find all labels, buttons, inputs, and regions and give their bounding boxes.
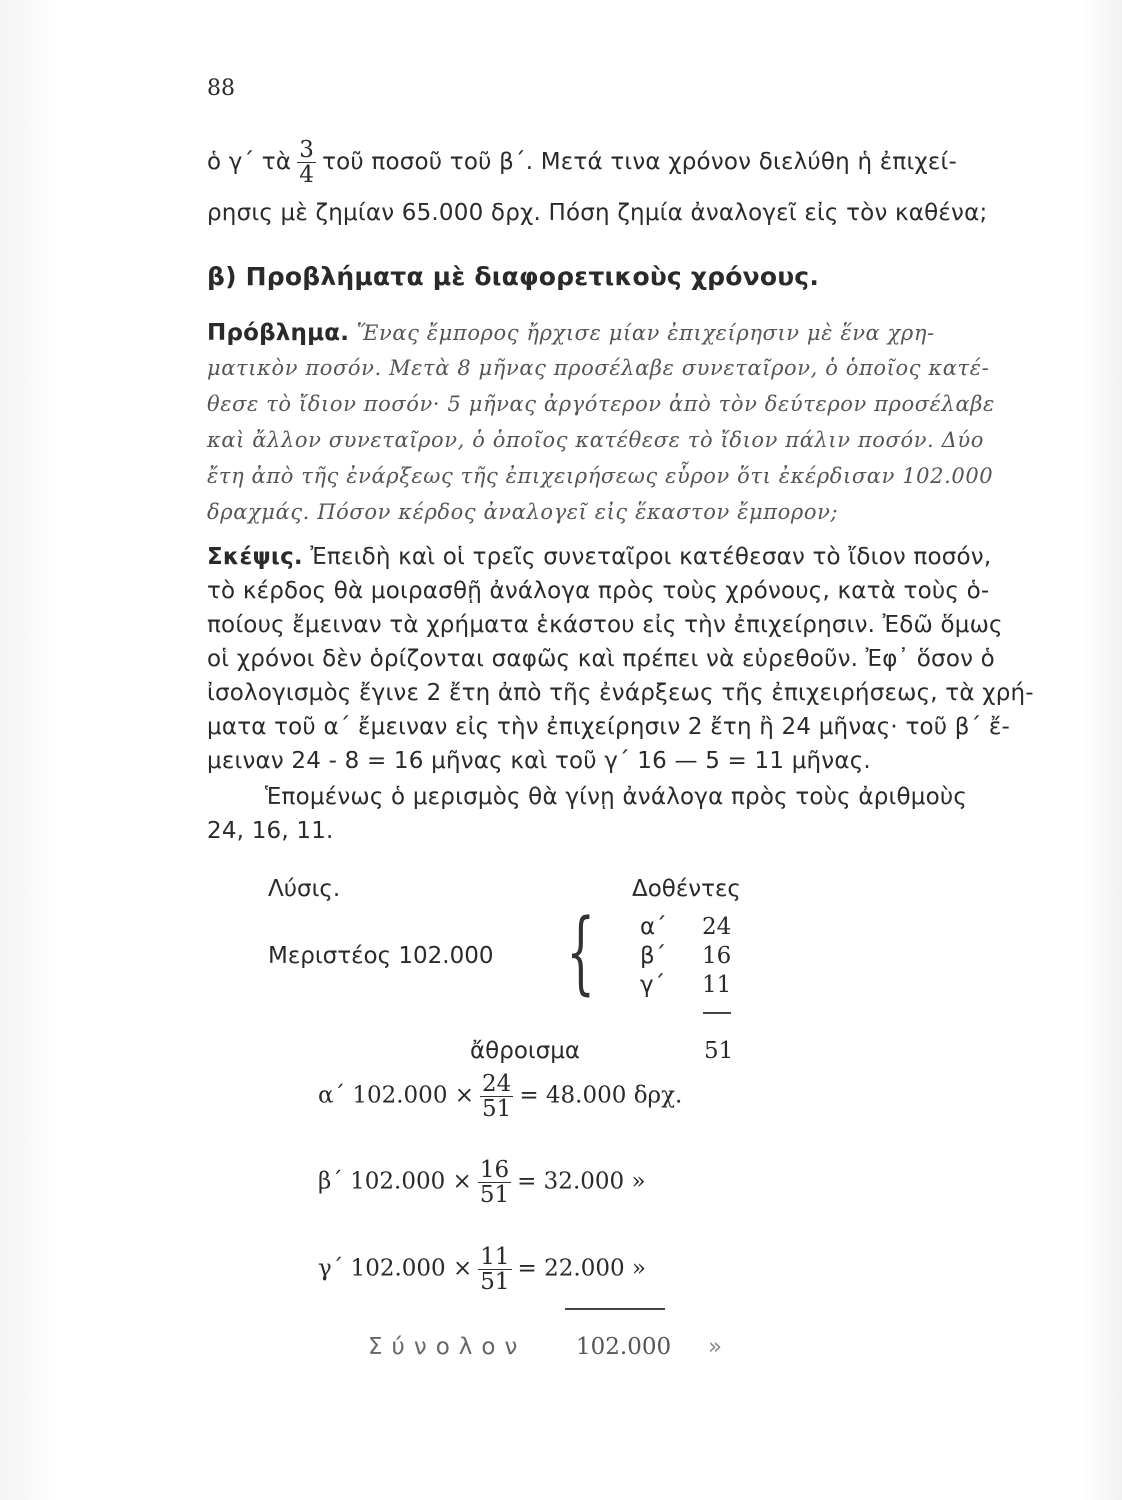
total-label: Σύνολον: [368, 1334, 527, 1360]
calc-a-numerator: 24: [482, 1071, 512, 1097]
fraction-three-quarters: [297, 138, 316, 187]
thought-text-8: Ἑπομένως ὁ μερισμὸς θὰ γίνῃ ἀνάλογα πρὸς τοὺς ἀριθμοὺς: [265, 784, 968, 810]
fraction-denominator: 4: [299, 162, 315, 188]
thought-text-4: οἱ χρόνοι δὲν ὁρίζονται σαφῶς καὶ πρέπει νὰ εὑρεθοῦν. Ἐφ᾽ ὅσον ὁ: [207, 646, 995, 672]
curly-brace: {: [566, 900, 595, 1005]
part-a-name: α΄: [640, 914, 667, 940]
thought-line-1: [207, 544, 1037, 570]
calc-c-result: = 22.000 »: [517, 1255, 646, 1282]
calc-b-fraction: [478, 1158, 511, 1207]
calc-c-denominator: 51: [480, 1269, 510, 1295]
calc-row-b: [318, 1158, 646, 1207]
calc-b-prefix: β΄ 102.000 ×: [318, 1168, 472, 1195]
total-rule: [565, 1308, 665, 1310]
problem-text-3: θεσε τὸ ἴδιον ποσόν· 5 μῆνας ἀργότερον ἀπὸ τὸν δεύτερον προσέλαβε: [207, 392, 995, 416]
calc-row-a: [318, 1072, 682, 1121]
section-heading: β) Προβλήματα μὲ διαφορετικοὺς χρόνους.: [207, 262, 820, 291]
page-number: 88: [207, 76, 235, 101]
calc-c-fraction: [478, 1245, 511, 1294]
thought-text-2: τὸ κέρδος θὰ μοιρασθῇ ἀνάλογα πρὸς τοὺς χρόνους, κατὰ τοὺς ὁ-: [207, 578, 990, 604]
calc-row-c: [318, 1245, 646, 1294]
dividend-label: Μεριστέος 102.000: [268, 943, 494, 969]
intro-line-1-suffix: τοῦ ποσοῦ τοῦ β΄. Μετά τινα χρόνον διελύθη ἡ ἐπιχεί-: [322, 149, 958, 175]
calc-c-numerator: 11: [480, 1244, 510, 1270]
thought-text-9: 24, 16, 11.: [207, 818, 334, 844]
problem-text-4: καὶ ἄλλον συνεταῖρον, ὁ ὁποῖος κατέθεσε τὸ ἴδιον πάλιν ποσόν. Δύο: [207, 428, 984, 452]
intro-line-1-prefix: ὁ γ΄ τὰ: [207, 149, 292, 175]
part-b-value: 16: [702, 943, 732, 969]
intro-line-1: [207, 138, 1037, 187]
sum-rule: [703, 1012, 731, 1014]
problem-label: Πρόβλημα.: [207, 320, 350, 346]
intro-line-2: ρησις μὲ ζημίαν 65.000 δρχ. Πόση ζημία ἀναλογεῖ εἰς τὸν καθένα;: [207, 200, 988, 226]
calc-a-prefix: α΄ 102.000 ×: [318, 1082, 475, 1109]
thought-text-5: ἰσολογισμὸς ἔγινε 2 ἔτη ἀπὸ τῆς ἐνάρξεως τῆς ἐπιχειρήσεως, τὰ χρή-: [207, 680, 1034, 706]
calc-a-denominator: 51: [482, 1096, 512, 1122]
part-b-name: β΄: [640, 943, 667, 969]
part-c-value: 11: [702, 972, 732, 998]
thought-text-1: Ἐπειδὴ καὶ οἱ τρεῖς συνεταῖροι κατέθεσαν τὸ ἴδιον ποσόν,: [310, 544, 992, 570]
part-a-value: 24: [702, 914, 732, 940]
thought-label: Σκέψις.: [207, 544, 303, 570]
solution-label: Λύσις.: [268, 876, 341, 902]
problem-text-5: ἔτη ἀπὸ τῆς ἐνάρξεως τῆς ἐπιχειρήσεως εὗρον ὅτι ἐκέρδισαν 102.000: [207, 464, 994, 488]
calc-b-result: = 32.000 »: [517, 1168, 646, 1195]
calc-a-result: = 48.000 δρχ.: [519, 1082, 683, 1109]
total-mark: »: [708, 1334, 723, 1360]
thought-text-6: ματα τοῦ α΄ ἔμειναν εἰς τὴν ἐπιχείρησιν 2 ἔτη ἢ 24 μῆνας· τοῦ β΄ ἔ-: [207, 714, 1011, 740]
calc-b-denominator: 51: [479, 1182, 510, 1208]
thought-text-7: μειναν 24 - 8 = 16 μῆνας καὶ τοῦ γ΄ 16 — 5 = 11 μῆνας.: [207, 748, 871, 774]
problem-line-1: [207, 320, 1037, 346]
problem-text-2: ματικὸν ποσόν. Μετὰ 8 μῆνας προσέλαβε συνεταῖρον, ὁ ὁποῖος κατέ-: [207, 356, 990, 380]
calc-c-prefix: γ΄ 102.000 ×: [318, 1255, 473, 1282]
part-c-name: γ΄: [640, 972, 666, 998]
givens-header: Δοθέντες: [632, 876, 741, 902]
thought-text-3: ποίους ἔμειναν τὰ χρήματα ἑκάστου εἰς τὴν ἐπιχείρησιν. Ἐδῶ ὅμως: [207, 612, 1003, 638]
calc-a-fraction: [480, 1072, 513, 1121]
problem-text-1: Ἕνας ἔμπορος ἤρχισε μίαν ἐπιχείρησιν μὲ ἕνα χρη-: [356, 321, 935, 345]
sum-label: ἄθροισμα: [470, 1038, 581, 1064]
calc-b-numerator: 16: [479, 1157, 510, 1183]
sum-value: 51: [704, 1038, 734, 1064]
total-value: 102.000: [576, 1334, 672, 1360]
problem-text-6: δραχμάς. Πόσον κέρδος ἀναλογεῖ εἰς ἕκαστον ἔμπορον;: [207, 500, 839, 524]
fraction-numerator: 3: [299, 137, 315, 163]
